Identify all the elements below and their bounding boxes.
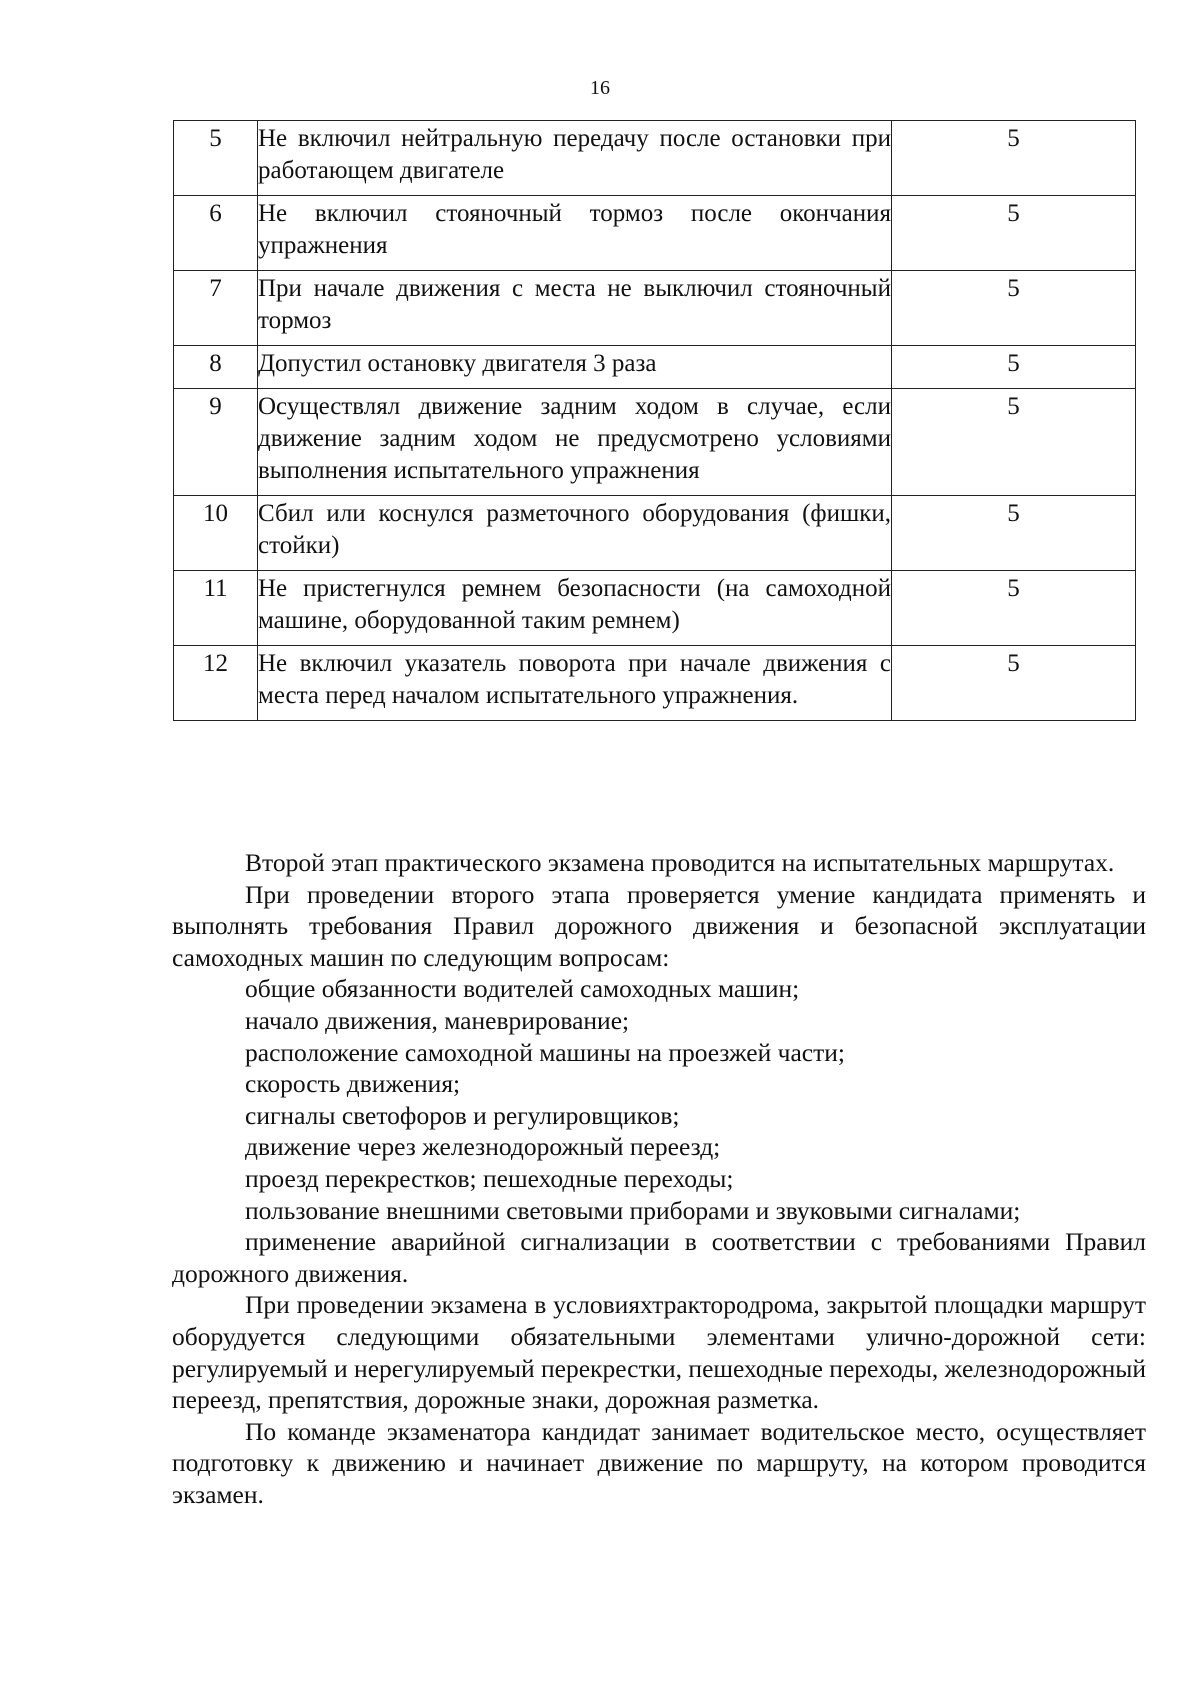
table-row: [174, 571, 1136, 646]
row-points: 5: [892, 571, 1136, 646]
table-row: [174, 271, 1136, 346]
row-number: 9: [174, 389, 258, 496]
table-row: [174, 496, 1136, 571]
document-body: [172, 847, 1146, 1510]
row-description: Не включил стояночный тормоз после окончания упражнения: [258, 196, 892, 271]
row-points: 5: [892, 271, 1136, 346]
row-number: 11: [174, 571, 258, 646]
row-description: При начале движения с места не выключил стояночный тормоз: [258, 271, 892, 346]
row-points: 5: [892, 196, 1136, 271]
row-description: Осуществлял движение задним ходом в случае, если движение задним ходом не предусмотрено условиями выполнения испытательного упражнения: [258, 389, 892, 496]
row-number: 12: [174, 646, 258, 721]
row-points: 5: [892, 646, 1136, 721]
row-number: 8: [174, 346, 258, 389]
paragraph-route-equipment: При проведении экзамена в условияхтрактородрома, закрытой площадки маршрут оборудуется следующими обязательными элементами улично-дорожной сети: регулируемый и нерегулируемый перекрестки, пешеходные переходы, железнодорожный переезд, препятствия, дорожные знаки, дорожная разметка.: [172, 1290, 1146, 1415]
criteria-table: [173, 120, 1136, 721]
row-description: Не пристегнулся ремнем безопасности (на самоходной машине, оборудованной таким ремнем): [258, 571, 892, 646]
table-row: [174, 389, 1136, 496]
paragraph-examiner-command: По команде экзаменатора кандидат занимает водительское место, осуществляет подготовку к движению и начинает движение по маршруту, на котором проводится экзамен.: [172, 1416, 1146, 1509]
list-item: скорость движения;: [245, 1069, 461, 1099]
list-item: общие обязанности водителей самоходных машин;: [245, 974, 800, 1004]
list-item: расположение самоходной машины на проезжей части;: [245, 1037, 845, 1067]
list-item: пользование внешними световыми приборами и звуковыми сигналами;: [245, 1195, 1021, 1225]
table-row: [174, 121, 1136, 196]
table-row: [174, 346, 1136, 389]
table-row: [174, 196, 1136, 271]
list-item: проезд перекрестков; пешеходные переходы;: [245, 1163, 734, 1193]
questions-list: [172, 973, 1146, 1289]
row-number: 7: [174, 271, 258, 346]
table-row: [174, 646, 1136, 721]
row-points: 5: [892, 496, 1136, 571]
row-number: 5: [174, 121, 258, 196]
row-description: Допустил остановку двигателя 3 раза: [258, 346, 892, 389]
row-description: Не включил указатель поворота при начале движения с места перед началом испытательного упражнения.: [258, 646, 892, 721]
row-points: 5: [892, 389, 1136, 496]
list-item: применение аварийной сигнализации в соответствии с требованиями Правил дорожного движения.: [172, 1227, 1146, 1288]
list-item: начало движения, маневрирование;: [245, 1005, 630, 1035]
page-number: 16: [590, 77, 610, 99]
row-number: 6: [174, 196, 258, 271]
row-points: 5: [892, 121, 1136, 196]
paragraph-requirements: При проведении второго этапа проверяется умение кандидата применять и выполнять требования Правил дорожного движения и безопасной эксплуатации самоходных машин по следующим вопросам:: [172, 879, 1146, 972]
list-item: движение через железнодорожный переезд;: [245, 1132, 721, 1162]
list-item: сигналы светофоров и регулировщиков;: [245, 1100, 680, 1130]
row-number: 10: [174, 496, 258, 571]
paragraph-second-stage: Второй этап практического экзамена проводится на испытательных маршрутах.: [245, 848, 1115, 877]
row-description: Не включил нейтральную передачу после остановки при работающем двигателе: [258, 121, 892, 196]
row-description: Сбил или коснулся разметочного оборудования (фишки, стойки): [258, 496, 892, 571]
row-points: 5: [892, 346, 1136, 389]
